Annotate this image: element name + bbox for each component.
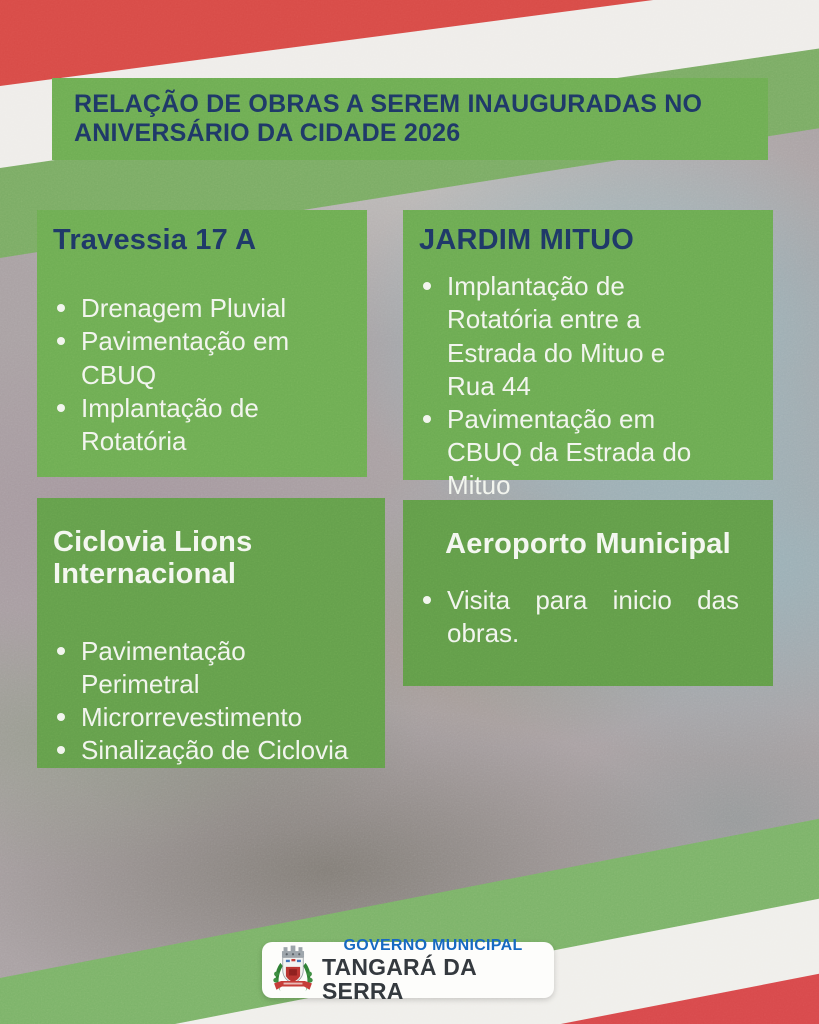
card-jardim-mituo [403,210,773,500]
card-travessia-17a [37,210,367,477]
card-heading: Ciclovia Lions Internacional [53,526,253,591]
bullet-dot-icon [423,282,431,290]
bullet-dot-icon [57,304,65,312]
list-item [419,403,757,502]
list-item-text: Drenagem Pluvial [81,293,287,324]
list-item [53,292,351,325]
list-item [419,270,757,402]
card-ciclovia-lions [37,498,385,768]
list-item-text: Pavimentação em CBUQ [81,326,290,390]
bullet-dot-icon [57,713,65,721]
card-heading: Travessia 17 A [53,224,257,256]
bullet-dot-icon [423,596,431,604]
card-aeroporto-municipal [403,500,773,686]
bullet-dot-icon [423,415,431,423]
footer-city-name: TANGARÁ DA SERRA [322,953,477,1004]
bullet-dot-icon [57,404,65,412]
list-item [419,584,757,650]
list-item [53,392,351,458]
list-item-text: Sinalização de Ciclovia [81,734,349,765]
card-heading: JARDIM MITUO [419,224,635,256]
list-item-text: Visita para inicio das obras. [447,585,739,649]
list-item-text: Microrrevestimento [81,701,303,732]
list-item [53,734,369,767]
title-banner [52,78,768,160]
list-item-text: Pavimentação Perimetral [81,635,246,699]
list-item [53,635,369,701]
bullet-list [53,635,369,767]
coat-of-arms-icon [268,944,318,996]
list-item-text: Pavimentação em CBUQ da Estrada do Mituo [447,403,692,500]
list-item-text: Implantação de Rotatória [81,392,259,456]
bullet-list [419,584,757,650]
bullet-dot-icon [57,746,65,754]
bullet-dot-icon [57,647,65,655]
list-item [53,325,351,391]
bullet-dot-icon [57,337,65,345]
poster-title: RELAÇÃO DE OBRAS A SEREM INAUGURADAS NO ANIVERSÁRIO DA CIDADE 2026 [74,89,703,147]
list-item [53,701,369,734]
list-item-text: Implantação de Rotatória entre a Estrada do Mituo e Rua 44 [447,271,666,401]
card-heading: Aeroporto Municipal [445,528,731,560]
bullet-list [419,270,757,501]
bullet-list [53,292,351,457]
badge-text [322,937,544,1003]
government-badge [262,937,554,1004]
footer-government-label: GOVERNO MUNICIPAL [343,937,523,955]
